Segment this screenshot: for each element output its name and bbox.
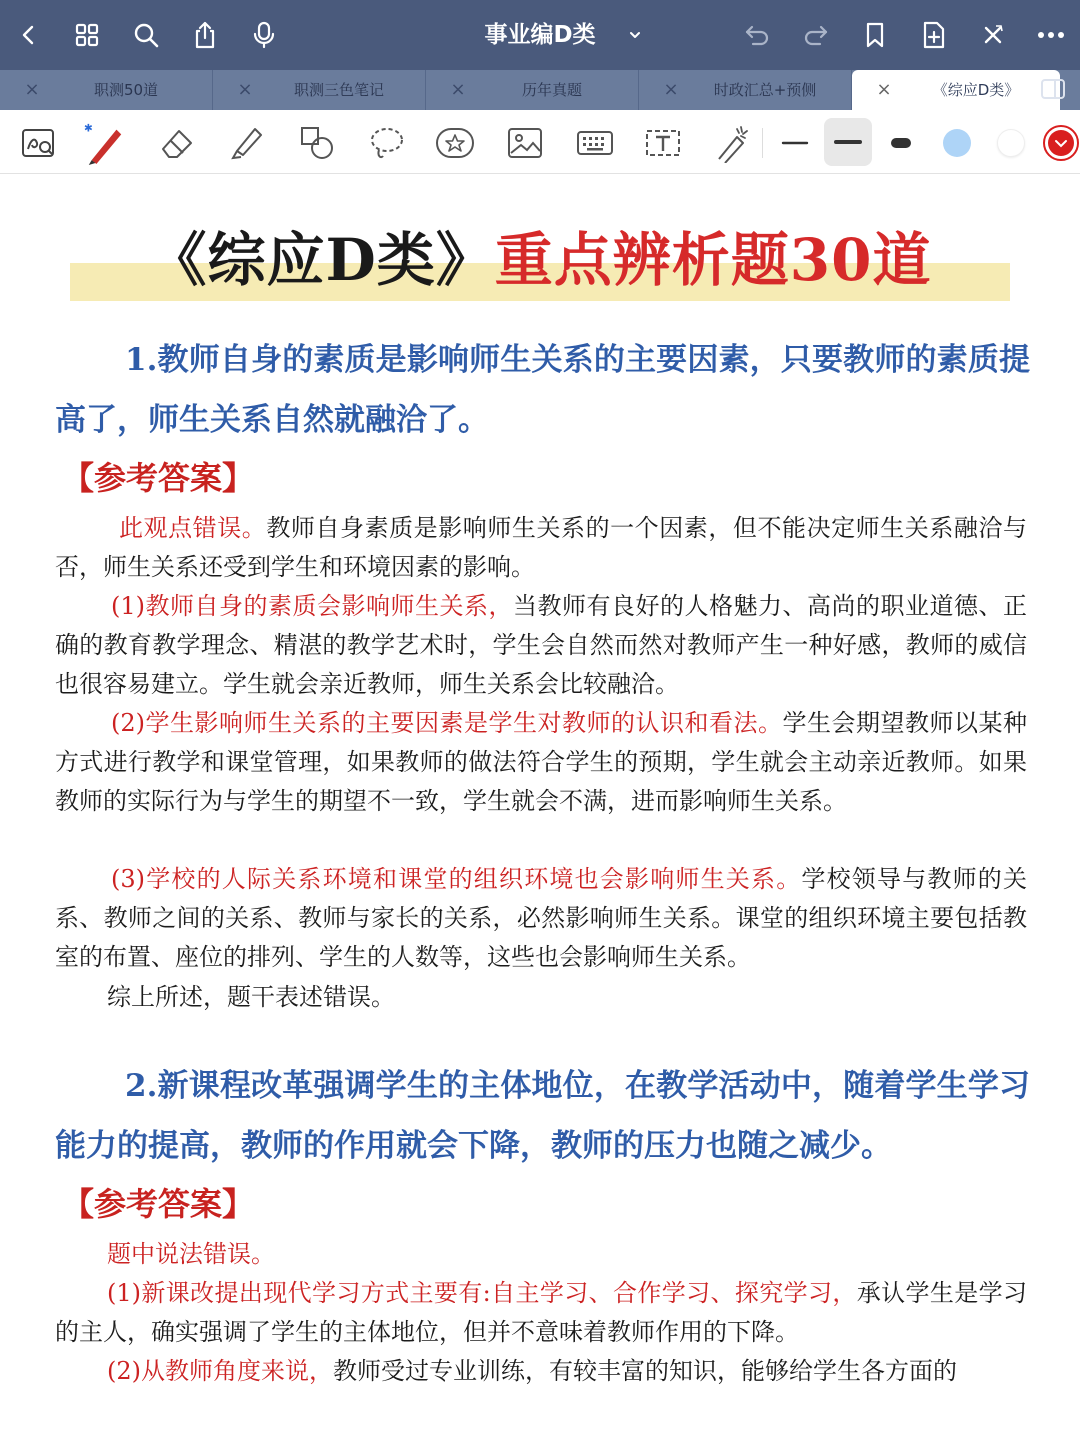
- q2-paragraph-1: 题中说法错误。: [107, 1240, 275, 1268]
- q1-paragraph-3: [55, 704, 1027, 821]
- tab-close-icon[interactable]: ×: [450, 79, 466, 100]
- q1-paragraph-2: [55, 587, 1027, 704]
- stroke-thin-icon[interactable]: [774, 122, 816, 164]
- annotation-toolbar: [0, 110, 1080, 174]
- heading-text: [70, 215, 1010, 305]
- q1-p2-text: 当教师有良好的人格魅力、高尚的职业道德、正确的教育教学理念、精湛的教学艺术时，学生会自然而然对教师产生一种好感，教师的威信也很容易建立。学生就会亲近教师，师生关系会比较融洽。: [55, 592, 1027, 698]
- close-icon[interactable]: [974, 16, 1012, 54]
- laser-pointer-icon[interactable]: [710, 122, 752, 164]
- stroke-thick-icon[interactable]: [880, 122, 922, 164]
- back-icon[interactable]: [10, 16, 48, 54]
- add-page-icon[interactable]: [915, 16, 953, 54]
- question-2-title: 2.新课程改革强调学生的主体地位，在教学活动中，随着学生学习能力的提高，教师的作用就会下降，教师的压力也随之减少。: [55, 1068, 1030, 1164]
- bookmark-icon[interactable]: [856, 16, 894, 54]
- tab-close-icon[interactable]: ×: [24, 79, 40, 100]
- grid-icon[interactable]: [68, 16, 106, 54]
- color-swatch-white[interactable]: [990, 122, 1032, 164]
- heading-red: 重点辨析题30道: [494, 226, 932, 294]
- tab-label: 时政汇总+预侧: [713, 81, 817, 99]
- keyboard-icon[interactable]: [574, 122, 616, 164]
- tab-item[interactable]: [0, 70, 213, 110]
- tab-close-icon[interactable]: ×: [876, 79, 892, 100]
- tab-close-icon[interactable]: ×: [237, 79, 253, 100]
- q1-p4-text: 学校领导与教师的关系、教师之间的关系、教师与家长的关系，必然影响师生关系。课堂的组织环境主要包括教室的布置、座位的排列、学生的人数等，这些也会影响师生关系。: [55, 865, 1028, 971]
- shapes-icon[interactable]: [296, 122, 338, 164]
- q2-paragraph-3: [55, 1352, 1027, 1391]
- question-1-title: 1.教师自身的素质是影响师生关系的主要因素，只要教师的素质提高了，师生关系自然就融洽了。: [55, 342, 1030, 438]
- heading-black: 《综应D类》: [148, 226, 495, 294]
- tab-label: 历年真题: [521, 81, 582, 99]
- sticker-icon[interactable]: [434, 122, 476, 164]
- q1-p2-red: (1)教师自身的素质会影响师生关系，: [111, 592, 513, 620]
- q2-p2-red: (1)新课改提出现代学习方式主要有:自主学习、合作学习、探究学习，: [107, 1279, 857, 1307]
- tab-label: 职测三色笔记: [293, 81, 384, 99]
- highlighter-icon[interactable]: [226, 122, 268, 164]
- text-box-icon[interactable]: [642, 122, 684, 164]
- answer-2-heading: 【参考答案】: [62, 1185, 255, 1223]
- tab-label: 《综应D类》: [932, 81, 1020, 99]
- q2-p3-text: 教师受过专业训练，有较丰富的知识，能够给学生各方面的: [333, 1357, 957, 1385]
- tab-item[interactable]: [426, 70, 639, 110]
- tab-item[interactable]: [639, 70, 852, 110]
- q1-p1-red: 此观点错误。: [119, 514, 267, 542]
- image-icon[interactable]: [504, 122, 546, 164]
- split-view-icon[interactable]: [1040, 78, 1066, 102]
- eraser-icon[interactable]: [156, 122, 198, 164]
- toolbar-divider: [762, 128, 763, 158]
- q1-p4-red: (3)学校的人际关系环境和课堂的组织环境也会影响师生关系。: [111, 865, 802, 893]
- q1-p1-text: 教师自身素质是影响师生关系的一个因素，但不能决定师生关系融洽与否，师生关系还受到学生和环境因素的影响。: [55, 514, 1028, 581]
- share-icon[interactable]: [186, 16, 224, 54]
- document-title: 事业编D类: [484, 22, 596, 48]
- q1-conclusion: 综上所述，题干表述错误。: [107, 983, 395, 1011]
- tab-close-icon[interactable]: ×: [663, 79, 679, 100]
- color-swatch-blue[interactable]: [936, 122, 978, 164]
- tab-bar: [0, 70, 1080, 110]
- q1-paragraph-4: [55, 860, 1027, 977]
- q1-p3-red: (2)学生影响师生关系的主要因素是学生对教师的认识和看法。: [111, 709, 783, 737]
- color-swatch-red[interactable]: [1040, 122, 1080, 164]
- svg-text:✱: ✱: [84, 122, 93, 135]
- q1-p3-text: 学生会期望教师以某种方式进行教学和课堂管理，如果教师的做法符合学生的预期，学生就会主动亲近教师。如果教师的实际行为与学生的期望不一致，学生就会不满，进而影响师生关系。: [55, 709, 1027, 815]
- document-heading: [70, 215, 1010, 305]
- microphone-icon[interactable]: [245, 16, 283, 54]
- lasso-icon[interactable]: [366, 122, 408, 164]
- q2-p2-text: 承认学生是学习的主人，确实强调了学生的主体地位，但并不意味着教师作用的下降。: [55, 1279, 1027, 1346]
- top-navigation-bar: [0, 0, 1080, 70]
- q2-p3-red: (2)从教师角度来说，: [107, 1357, 333, 1385]
- document-page[interactable]: [0, 175, 1080, 1443]
- pen-icon[interactable]: [84, 122, 126, 164]
- more-icon[interactable]: [1032, 16, 1070, 54]
- q2-paragraph-2: [55, 1274, 1027, 1352]
- stroke-medium-icon[interactable]: [824, 118, 872, 166]
- answer-1-heading: 【参考答案】: [62, 459, 255, 497]
- redo-icon[interactable]: [797, 16, 835, 54]
- tab-item-active[interactable]: [852, 70, 1060, 110]
- lasso-search-icon[interactable]: [18, 122, 60, 164]
- tab-label: 职测50道: [93, 81, 159, 99]
- search-icon[interactable]: [127, 16, 165, 54]
- undo-icon[interactable]: [738, 16, 776, 54]
- tab-item[interactable]: [213, 70, 426, 110]
- chevron-down-icon[interactable]: [616, 16, 654, 54]
- q1-paragraph-1: [55, 509, 1027, 587]
